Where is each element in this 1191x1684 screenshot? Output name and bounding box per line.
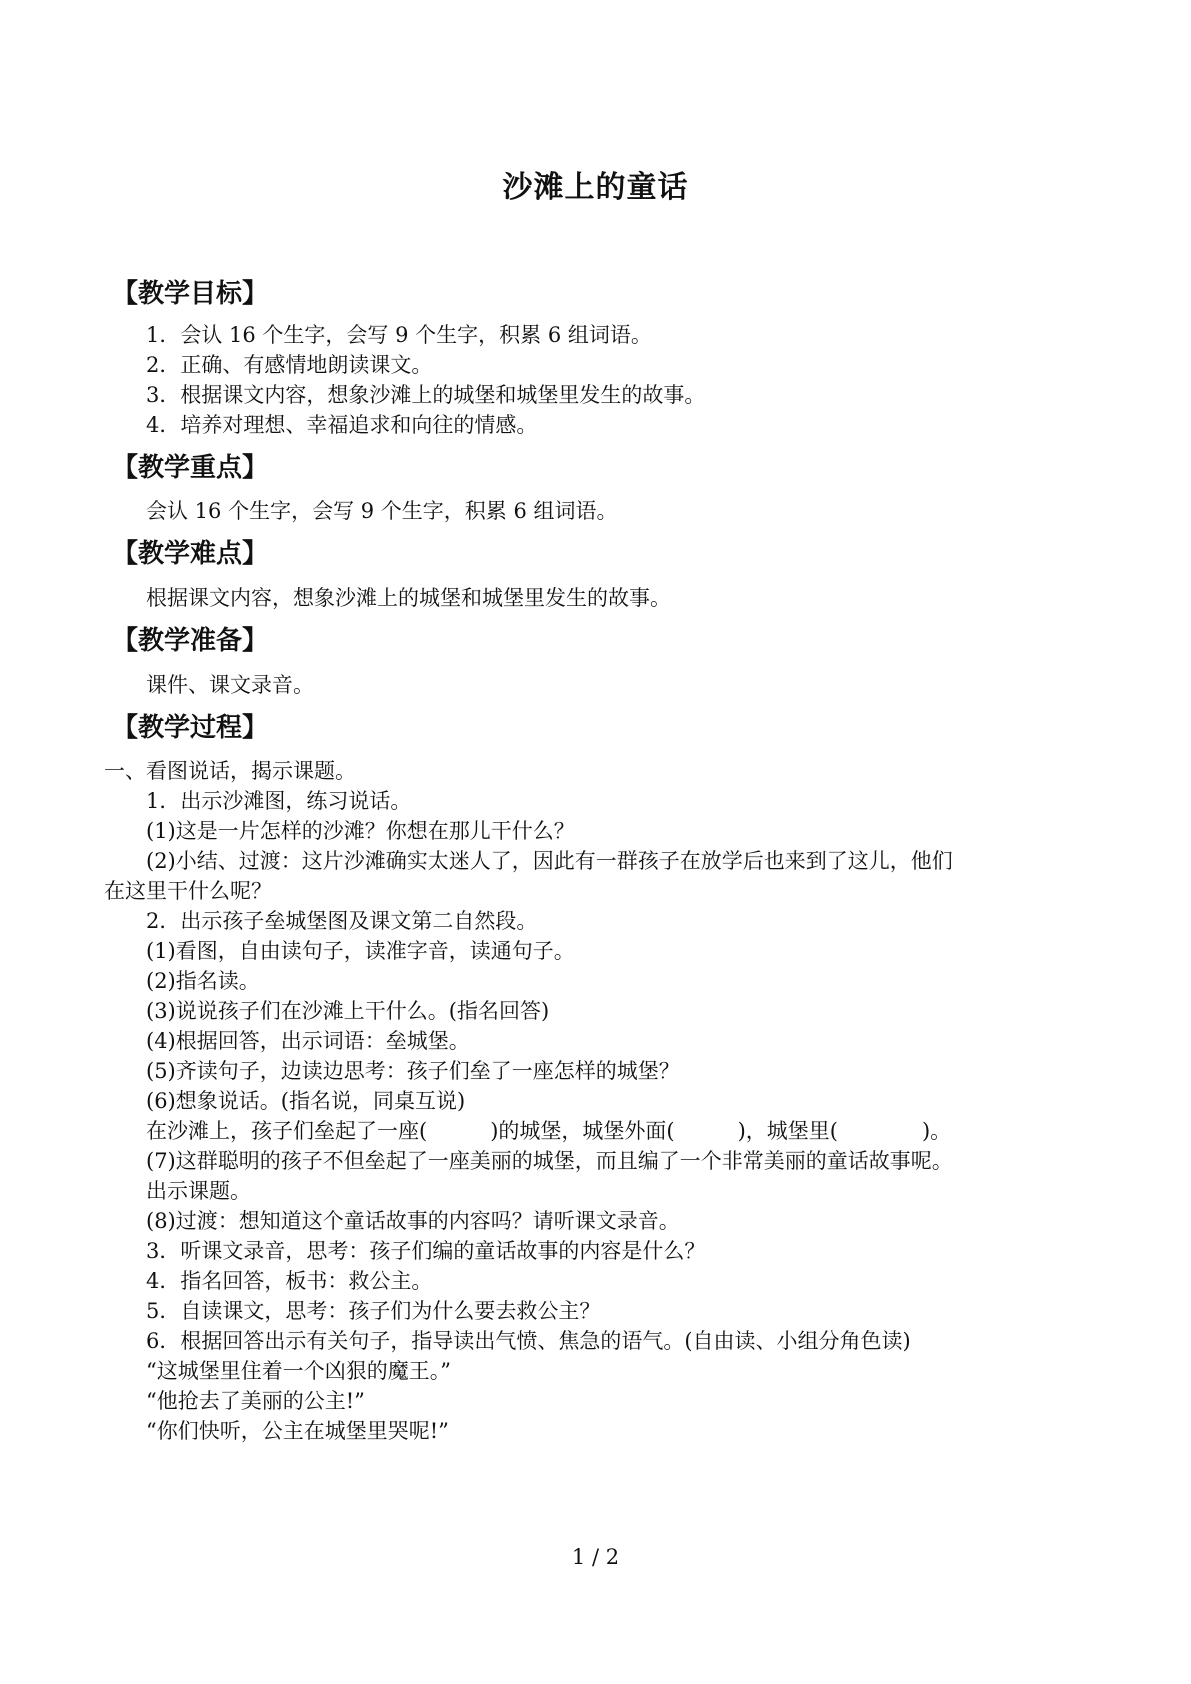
process-line: 1．出示沙滩图，练习说话。	[146, 789, 412, 813]
section-heading-process: 【教学过程】	[112, 713, 269, 743]
process-line: (2)小结、过渡：这片沙滩确实太迷人了，因此有一群孩子在放学后也来到了这儿，他们	[146, 849, 953, 873]
section-heading-key-points: 【教学重点】	[112, 453, 269, 483]
process-line: 在这里干什么呢？	[104, 879, 272, 903]
objective-item: 4．培养对理想、幸福追求和向往的情感。	[146, 413, 538, 437]
process-line: (7)这群聪明的孩子不但垒起了一座美丽的城堡，而且编了一个非常美丽的童话故事呢。	[146, 1149, 953, 1173]
process-line: “他抢去了美丽的公主!”	[146, 1389, 365, 1413]
process-line: “你们快听，公主在城堡里哭呢!”	[146, 1419, 449, 1443]
process-line: (8)过渡：想知道这个童话故事的内容吗？请听课文录音。	[146, 1209, 680, 1233]
process-line: 出示课题。	[146, 1179, 251, 1203]
process-line: “这城堡里住着一个凶狠的魔王。”	[146, 1359, 451, 1383]
process-line: 4．指名回答，板书：救公主。	[146, 1269, 433, 1293]
process-line: 2．出示孩子垒城堡图及课文第二自然段。	[146, 909, 538, 933]
process-line: (4)根据回答，出示词语：垒城堡。	[146, 1029, 470, 1053]
process-line: 在沙滩上，孩子们垒起了一座( )的城堡，城堡外面( )，城堡里( )。	[146, 1119, 952, 1143]
process-line: (1)看图，自由读句子，读准字音，读通句子。	[146, 939, 575, 963]
preparation-text: 课件、课文录音。	[146, 673, 314, 697]
page-number: 1 / 2	[571, 1545, 620, 1569]
process-line: 5．自读课文，思考：孩子们为什么要去救公主？	[146, 1299, 601, 1323]
process-line: 一、看图说话，揭示课题。	[104, 759, 356, 783]
process-line: (2)指名读。	[146, 969, 260, 993]
section-heading-preparation: 【教学准备】	[112, 626, 269, 656]
page-title: 沙滩上的童话	[502, 170, 689, 205]
objective-item: 2．正确、有感情地朗读课文。	[146, 353, 433, 377]
process-line: (5)齐读句子，边读边思考：孩子们垒了一座怎样的城堡？	[146, 1059, 680, 1083]
process-line: 6．根据回答出示有关句子，指导读出气愤、焦急的语气。(自由读、小组分角色读)	[146, 1329, 911, 1353]
objective-item: 1．会认 16 个生字，会写 9 个生字，积累 6 组词语。	[146, 323, 652, 347]
section-heading-difficulties: 【教学难点】	[112, 539, 269, 569]
objective-item: 3．根据课文内容，想象沙滩上的城堡和城堡里发生的故事。	[146, 383, 706, 407]
process-line: (1)这是一片怎样的沙滩？你想在那儿干什么？	[146, 819, 575, 843]
difficulties-text: 根据课文内容，想象沙滩上的城堡和城堡里发生的故事。	[146, 586, 671, 610]
key-points-text: 会认 16 个生字，会写 9 个生字，积累 6 组词语。	[146, 499, 618, 523]
process-line: (3)说说孩子们在沙滩上干什么。(指名回答)	[146, 999, 550, 1023]
process-line: 3．听课文录音，思考：孩子们编的童话故事的内容是什么？	[146, 1239, 706, 1263]
section-heading-objectives: 【教学目标】	[112, 279, 269, 309]
process-line: (6)想象说话。(指名说，同桌互说)	[146, 1089, 466, 1113]
